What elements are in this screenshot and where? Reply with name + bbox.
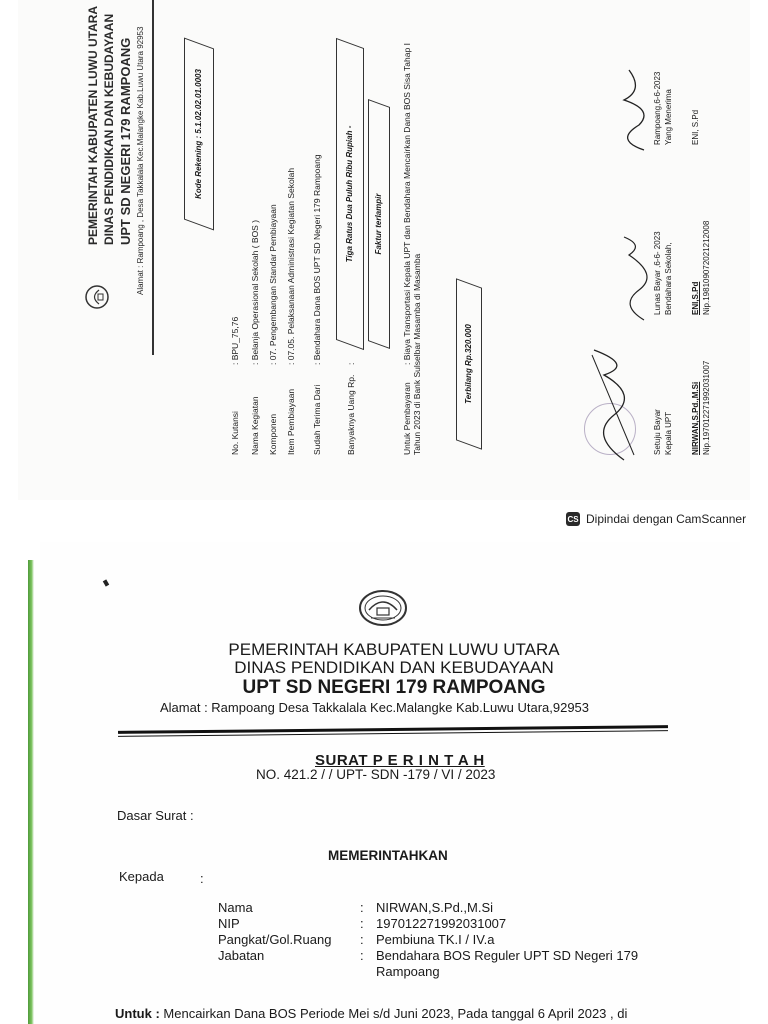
amount-words-box bbox=[336, 38, 364, 350]
field-label: Nama bbox=[218, 900, 253, 915]
receipt-field-label: Untuk Pembayaran bbox=[402, 382, 412, 455]
receipt-header-rule bbox=[152, 0, 154, 355]
signature-bendahara-icon bbox=[614, 235, 654, 325]
signature-kepala-icon bbox=[584, 345, 644, 465]
sig-bendahara-nip: Nip.198109072021212008 bbox=[702, 220, 711, 315]
receipt-field-label: Banyaknya Uang Rp. bbox=[346, 374, 356, 455]
sig-penerima-l2: Yang Menerima bbox=[664, 89, 673, 145]
sig-kepala-block bbox=[652, 361, 712, 455]
sig-penerima-l1: Rampoang,6-6-2023 bbox=[653, 71, 662, 145]
camscanner-label: Dipindai dengan CamScanner bbox=[586, 512, 747, 526]
receipt-field-value: : Biaya Transportasi Kepala UPT dan Bendahara Mencairkan Dana BOS Sisa Tahap I Tahun 2023 di Bank Sulselbar Masamba di Masamba bbox=[402, 43, 422, 455]
untuk-line bbox=[115, 1006, 627, 1021]
kode-rekening-text: Kode Rekening : 5.1.02.02.01.0003 bbox=[194, 69, 203, 199]
receipt-field-label: Komponen bbox=[268, 413, 278, 455]
receipt-field-row bbox=[230, 317, 240, 455]
field-row-nama bbox=[218, 900, 676, 916]
camscanner-icon: CS bbox=[566, 512, 580, 526]
recipient-fields bbox=[218, 900, 676, 980]
receipt-field-row bbox=[346, 363, 356, 455]
receipt-header-line1: PEMERINTAH KABUPATEN LUWU UTARA bbox=[86, 5, 100, 245]
field-row-jabatan bbox=[218, 948, 676, 980]
receipt-field-row bbox=[402, 35, 422, 455]
faktur-text: Faktur terlampir bbox=[374, 193, 383, 255]
receipt-field-value: : 07. Pengembangan Standar Pembiayaan bbox=[268, 204, 278, 365]
receipt-rotated-content bbox=[24, 5, 744, 485]
field-row-pangkat bbox=[218, 932, 676, 948]
receipt-field-value: : Belanja Operasional Sekolah ( BOS ) bbox=[250, 219, 260, 365]
untuk-label: Untuk : bbox=[115, 1006, 160, 1021]
receipt-header-line3: UPT SD NEGERI 179 RAMPOANG bbox=[118, 37, 133, 245]
terbilang-box bbox=[456, 278, 482, 449]
sig-bendahara-block bbox=[652, 221, 712, 315]
field-label: NIP bbox=[218, 916, 240, 931]
field-colon: : bbox=[360, 948, 364, 963]
sig-kepala-nip: Nip.197012271992031007 bbox=[702, 360, 711, 455]
receipt-field-value: : 07.05. Pelaksanaan Administrasi Kegiatan Sekolah bbox=[286, 167, 296, 365]
field-value: 197012271992031007 bbox=[376, 916, 507, 931]
terbilang-text: Terbilang Rp.320.000 bbox=[464, 324, 473, 404]
letter-number: NO. 421.2 / / UPT- SDN -179 / VI / 2023 bbox=[256, 767, 496, 782]
field-colon: : bbox=[360, 916, 364, 931]
kepada-label: Kepada bbox=[119, 869, 164, 884]
letter-header-line1: PEMERINTAH KABUPATEN LUWU UTARA bbox=[228, 640, 560, 659]
sig-kepala-l2: Kepala UPT bbox=[664, 411, 673, 455]
scanned-receipt bbox=[18, 0, 750, 500]
receipt-field-label: No. Kutansi bbox=[230, 411, 240, 455]
regency-logo-icon bbox=[357, 588, 409, 628]
field-label: Pangkat/Gol.Ruang bbox=[218, 932, 332, 947]
sig-kepala-name: NIRWAN,S.Pd.,M.Si bbox=[691, 381, 700, 455]
sig-bendahara-l2: Bendahara Sekolah, bbox=[664, 242, 673, 315]
sig-bendahara-l1: Lunas Bayar ,6-6- 2023 bbox=[653, 231, 662, 315]
field-row-nip bbox=[218, 916, 676, 932]
receipt-logo-icon bbox=[84, 284, 110, 310]
memerintahkan-heading: MEMERINTAHKAN bbox=[328, 848, 448, 863]
receipt-field-value: : bbox=[346, 362, 356, 365]
sig-penerima-name: ENI, S.Pd bbox=[691, 109, 700, 145]
untuk-text: Mencairkan Dana BOS Periode Mei s/d Juni 2023, Pada tanggal 6 April 2023 , di bbox=[163, 1006, 628, 1021]
receipt-field-label: Item Pembiayaan bbox=[286, 388, 296, 455]
receipt-field-value: : BPU_75,76 bbox=[230, 316, 240, 365]
sig-penerima-block bbox=[652, 72, 701, 145]
field-value: Pembiuna TK.I / IV.a bbox=[376, 932, 495, 947]
receipt-field-row bbox=[268, 204, 278, 455]
receipt-field-value: : Bendahara Dana BOS UPT SD Negeri 179 Rampoang bbox=[312, 154, 322, 365]
field-label: Jabatan bbox=[218, 948, 265, 963]
field-colon: : bbox=[360, 900, 364, 915]
camscanner-watermark bbox=[566, 512, 746, 526]
letter-header-line3: UPT SD NEGERI 179 RAMPOANG bbox=[242, 677, 546, 698]
receipt-field-row bbox=[286, 168, 296, 455]
field-value: Bendahara BOS Reguler UPT SD Negeri 179 Rampoang bbox=[376, 948, 639, 979]
sig-bendahara-name: ENI,S.Pd bbox=[691, 281, 700, 315]
receipt-field-label: Sudah Terima Dari bbox=[312, 384, 322, 455]
receipt-address: Alamat : Rampoang , Desa Takkalala Kec.Malangke Kab.Luwu Utara 92953 bbox=[136, 26, 145, 295]
receipt-field-label: Nama Kegiatan bbox=[250, 396, 260, 455]
letter-address: Alamat : Rampoang Desa Takkalala Kec.Malangke Kab.Luwu Utara,92953 bbox=[160, 700, 590, 715]
receipt-field-row bbox=[312, 154, 322, 455]
faktur-box bbox=[368, 99, 390, 349]
letter-title: SURAT P E R I N T A H bbox=[315, 752, 485, 769]
green-page-edge bbox=[28, 560, 34, 1024]
letter-header-line2: DINAS PENDIDIKAN DAN KEBUDAYAAN bbox=[234, 658, 554, 677]
kode-rekening-box bbox=[184, 38, 214, 231]
field-colon: : bbox=[360, 932, 364, 947]
receipt-header-line2: DINAS PENDIDIKAN DAN KEBUDAYAAN bbox=[102, 13, 116, 245]
receipt-field-row bbox=[250, 220, 260, 455]
amount-words-text: Tiga Ratus Dua Puluh Ribu Rupiah - bbox=[345, 125, 354, 263]
kepada-colon: : bbox=[200, 871, 204, 886]
field-value: NIRWAN,S.Pd.,M.Si bbox=[376, 900, 494, 915]
dasar-surat-label: Dasar Surat : bbox=[117, 808, 194, 823]
sig-kepala-l1: Setuju Bayar bbox=[653, 409, 662, 455]
